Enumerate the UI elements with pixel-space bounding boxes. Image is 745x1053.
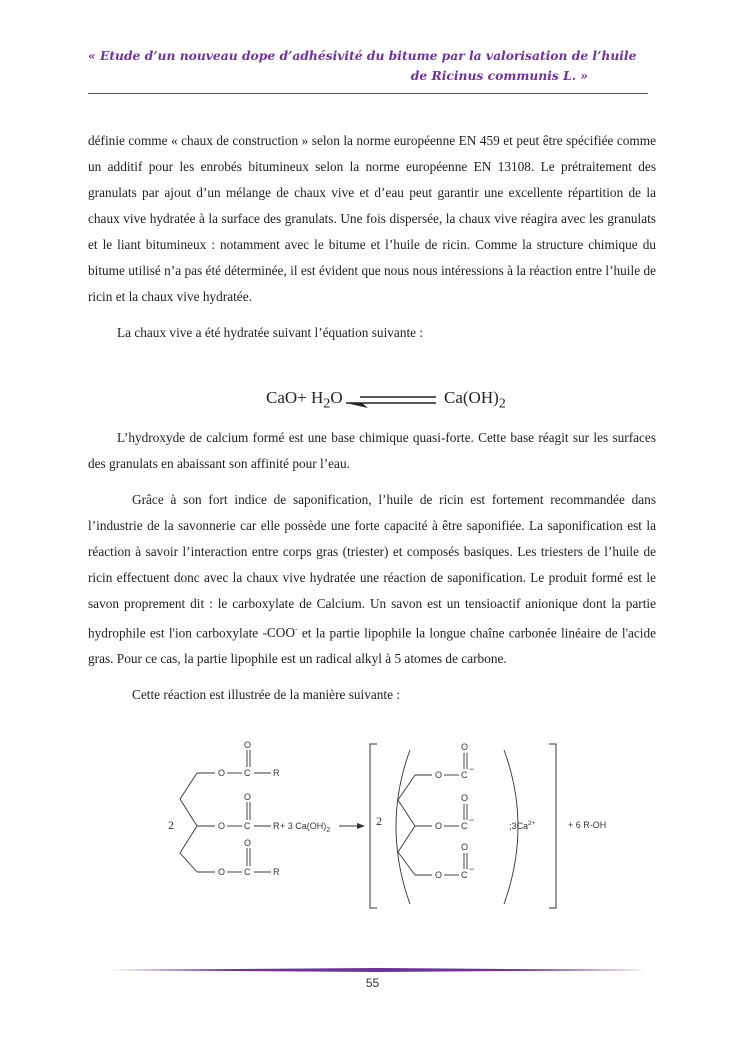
ester-carbon: C <box>244 768 251 778</box>
equilibrium-arrow-icon <box>346 392 436 410</box>
ester-oxygen: O <box>218 867 226 877</box>
product-backbone <box>398 775 415 875</box>
hydration-equation <box>266 386 526 418</box>
header-line-1: « Etude d’un nouveau dope d’adhésivité du bitume par la valorisation de l’huile <box>88 48 637 63</box>
negative-charge: − <box>469 864 475 874</box>
ester-oxygen: O <box>218 768 226 778</box>
carbonyl-oxygen: O <box>244 740 252 750</box>
carboxylate-carbon: C <box>461 870 468 880</box>
saponification-scheme <box>160 736 640 916</box>
right-bracket <box>549 744 556 908</box>
paragraph-lime-definition: définie comme « chaux de construction » selon la norme européenne EN 459 et peut être spécifiée comme un additif pour les enrobés bitumineux selon la norme européenne EN 13108. Le prétraitement des granulats par ajout d’un mélange de chaux vive et d’eau peut garantir une excellente répartition de la chaux vive hydratée à la surface des granulats. Une fois dispersée, la chaux vive réagira avec les granulats et le liant bitumineux : notamment avec le bitume et l’huile de ricin. Comme la structure chimique du bitume utilisé n’a pas été déterminée, il est évident que nous nous intéressions à la réaction entre l’huile de ricin et la chaux vive hydratée. <box>88 133 656 304</box>
equation-reactants: $CaO+ H_2O$ <box>266 388 343 412</box>
footer-divider <box>105 968 645 972</box>
reagent-label: + 3 $Ca(OH)_2$ <box>280 821 331 834</box>
paragraph-saponification: Grâce à son fort indice de saponification, l’huile de ricin est fortement recommandée dans l’industrie de la savonnerie car elle possède une forte capacité à être saponifiée. La saponification est la réaction à savoir l’interaction entre corps gras (triester) et composés basiques. Les triesters de l’huile de ricin effectuent donc avec la chaux vive hydratée une réaction de saponification. Le produit formé est le savon proprement dit : le carboxylate de Calcium. Un savon est un tensioactif anionique dont la partie hydrophile est l'ion carboxylate -COO- et la partie lipophile la longue chaîne carbonée linéaire de l'acide gras. Pour ce cas, la partie lipophile est un radical alkyl à 5 atomes de carbone. <box>88 492 657 667</box>
body-block-2 <box>88 425 656 708</box>
carboxylate-ion: -COO- <box>262 625 298 641</box>
carbonyl-oxygen: O <box>244 838 252 848</box>
reactant-coefficient: 2 <box>168 818 174 832</box>
ester-oxygen: O <box>218 821 226 831</box>
body-block-1 <box>88 128 656 346</box>
paragraph-hydroxide: L’hydroxyde de calcium formé est une base chimique quasi-forte. Cette base réagit sur les surfaces des granulats en abaissant son affinité pour l’eau. <box>88 430 656 471</box>
carbonyl-oxygen: O <box>244 792 252 802</box>
carboxylate-oxygen: O <box>435 770 443 780</box>
ester-carbon: C <box>244 867 251 877</box>
header-divider <box>88 93 648 94</box>
carboxylate-oxygen: O <box>461 793 469 803</box>
carboxylate-carbon: C <box>461 770 468 780</box>
carboxylate-oxygen: O <box>461 742 469 752</box>
carboxylate-oxygen: O <box>435 821 443 831</box>
negative-charge: − <box>469 815 475 825</box>
alkyl-group: R <box>273 821 280 831</box>
negative-charge: − <box>469 764 475 774</box>
paragraph-scheme-intro: Cette réaction est illustrée de la manière suivante : <box>132 687 401 703</box>
header-line-2: de Ricinus communis L. » <box>410 68 588 83</box>
alkyl-group: R <box>273 867 280 877</box>
reaction-arrow-icon <box>357 823 365 829</box>
equation-product: $Ca(OH)_2$ <box>444 388 506 412</box>
page-number: 55 <box>365 976 380 990</box>
running-header <box>88 46 648 86</box>
paragraph-equation-intro: La chaux vive a été hydratée suivant l’équation suivante : <box>117 325 424 340</box>
carboxylate-oxygen: O <box>435 870 443 880</box>
product-coefficient: 2 <box>376 814 382 828</box>
calcium-ion: $;3Ca^{2+}$ <box>509 820 536 831</box>
alkyl-group: R <box>273 768 280 778</box>
carboxylate-carbon: C <box>461 821 468 831</box>
ester-carbon: C <box>244 821 251 831</box>
left-parenthesis <box>396 750 410 904</box>
carboxylate-oxygen: O <box>461 842 469 852</box>
glycerol-backbone <box>180 773 197 872</box>
alcohol-product: + 6 R-OH <box>568 820 607 830</box>
